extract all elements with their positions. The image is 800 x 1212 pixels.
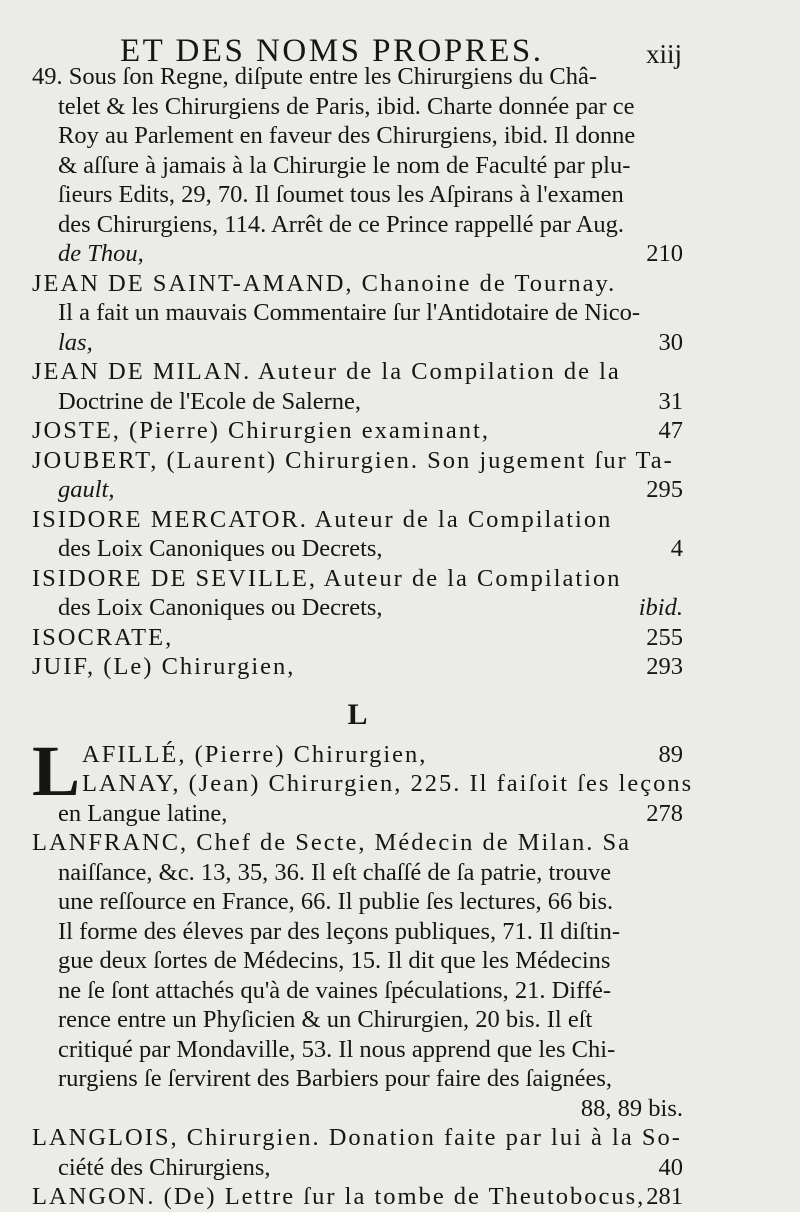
index-entry-heading: JOSTE, (Pierre) Chirurgien examinant, 47 <box>32 417 683 444</box>
text-line: en Langue latine, 278 <box>58 799 683 827</box>
index-entry-heading: ISIDORE DE SEVILLE, Auteur de la Compilation <box>32 564 622 592</box>
text-line: Doctrine de l'Ecole de Salerne, 31 <box>58 387 683 415</box>
text-line: 49. Sous ſon Regne, diſpute entre les Chirurgiens du Châ- <box>32 63 598 90</box>
index-entry-heading: JOUBERT, (Laurent) Chirurgien. Son jugement ſur Ta- <box>32 446 674 474</box>
page-ref: 88, 89 bis. <box>580 1094 683 1122</box>
page-ref: 281 <box>646 1183 683 1210</box>
text-line <box>32 1094 683 1124</box>
index-entry-heading: AFILLÉ, (Pierre) Chirurgien, 89 <box>82 740 683 768</box>
page-folio: xiij <box>645 39 682 69</box>
text-line: telet & les Chirurgiens de Paris, ibid. Charte donnée par ce <box>58 92 635 120</box>
index-text <box>32 62 694 1212</box>
index-entry-heading: JUIF, (Le) Chirurgien, 293 <box>32 653 683 680</box>
page-ref: 30 <box>658 328 683 356</box>
text-line: des Chirurgiens, 114. Arrêt de ce Prince rappellé par Aug. <box>58 210 625 238</box>
header-title: ET DES NOMS PROPRES. <box>120 33 544 69</box>
index-entry-heading: LANFRANC, Chef de Secte, Médecin de Milan. Sa <box>32 829 631 856</box>
text-line: critiqué par Mondaville, 53. Il nous apprend que les Chi- <box>58 1035 616 1063</box>
text-line: Il a fait un mauvais Commentaire ſur l'Antidotaire de Nico- <box>58 299 641 326</box>
section-letter-heading: L <box>347 697 368 731</box>
text-line: naiſſance, &c. 13, 35, 36. Il eſt chaſſé de ſa patrie, trouve <box>58 858 612 886</box>
text-line: ciété des Chirurgiens, 40 <box>58 1153 683 1181</box>
index-entry-heading: ISOCRATE, 255 <box>32 623 683 651</box>
text-line: ſieurs Edits, 29, 70. Il ſoumet tous les Aſpirans à l'examen <box>58 181 624 208</box>
text-line: ne ſe ſont attachés qu'à de vaines ſpéculations, 21. Diffé- <box>58 976 611 1004</box>
text-line: rurgiens ſe ſervirent des Barbiers pour faire des ſaignées, <box>58 1065 613 1092</box>
text-line: las, 30 <box>58 328 683 356</box>
text-line: & aſſure à jamais à la Chirurgie le nom de Faculté par plu- <box>58 151 631 179</box>
drop-cap: L <box>32 730 81 811</box>
text-line: rence entre un Phyſicien & un Chirurgien, 20 bis. Il eſt <box>58 1006 593 1033</box>
page-ref: 40 <box>658 1153 683 1181</box>
index-entry-heading: ISIDORE MERCATOR. Auteur de la Compilation <box>32 505 613 533</box>
text-line: Il forme des éleves par des leçons publiques, 71. Il diſtin- <box>58 917 620 945</box>
text-line: une reſſource en France, 66. Il publie ſes lectures, 66 bis. <box>58 888 614 915</box>
page-ref: 295 <box>646 476 683 503</box>
text-line: gue deux ſortes de Médecins, 15. Il dit que les Médecins <box>58 947 611 974</box>
page-ref: ibid. <box>638 594 683 621</box>
page-ref: 31 <box>658 387 683 415</box>
index-block-l <box>32 730 694 1212</box>
index-entry-heading: LANGON. (De) Lettre ſur la tombe de Theutobocus, 281 <box>32 1183 683 1210</box>
page-ref: 89 <box>658 740 683 768</box>
text-line: de Thou, 210 <box>58 240 683 267</box>
text-line: des Loix Canoniques ou Decrets, 4 <box>58 535 683 562</box>
index-entry-heading: JEAN DE MILAN. Auteur de la Compilation de la <box>32 358 621 385</box>
page-ref: 47 <box>658 417 683 444</box>
index-entry-heading: LANGLOIS, Chirurgien. Donation faite par lui à la So- <box>32 1124 682 1151</box>
index-block-j <box>32 62 683 682</box>
text-line: Roy au Parlement en faveur des Chirurgiens, ibid. Il donne <box>58 122 636 149</box>
index-entry-heading: LANAY, (Jean) Chirurgien, 225. Il faiſoit ſes leçons <box>82 770 694 797</box>
page-ref: 293 <box>646 653 683 680</box>
page-ref: 278 <box>646 799 683 827</box>
text-line: gault, 295 <box>58 476 683 503</box>
page-ref: 210 <box>646 240 683 267</box>
index-entry-heading: JEAN DE SAINT-AMAND, Chanoine de Tournay. <box>32 269 617 297</box>
text-line: des Loix Canoniques ou Decrets, ibid. <box>58 594 683 621</box>
page-ref: 4 <box>670 535 683 562</box>
page-ref: 255 <box>646 623 683 651</box>
